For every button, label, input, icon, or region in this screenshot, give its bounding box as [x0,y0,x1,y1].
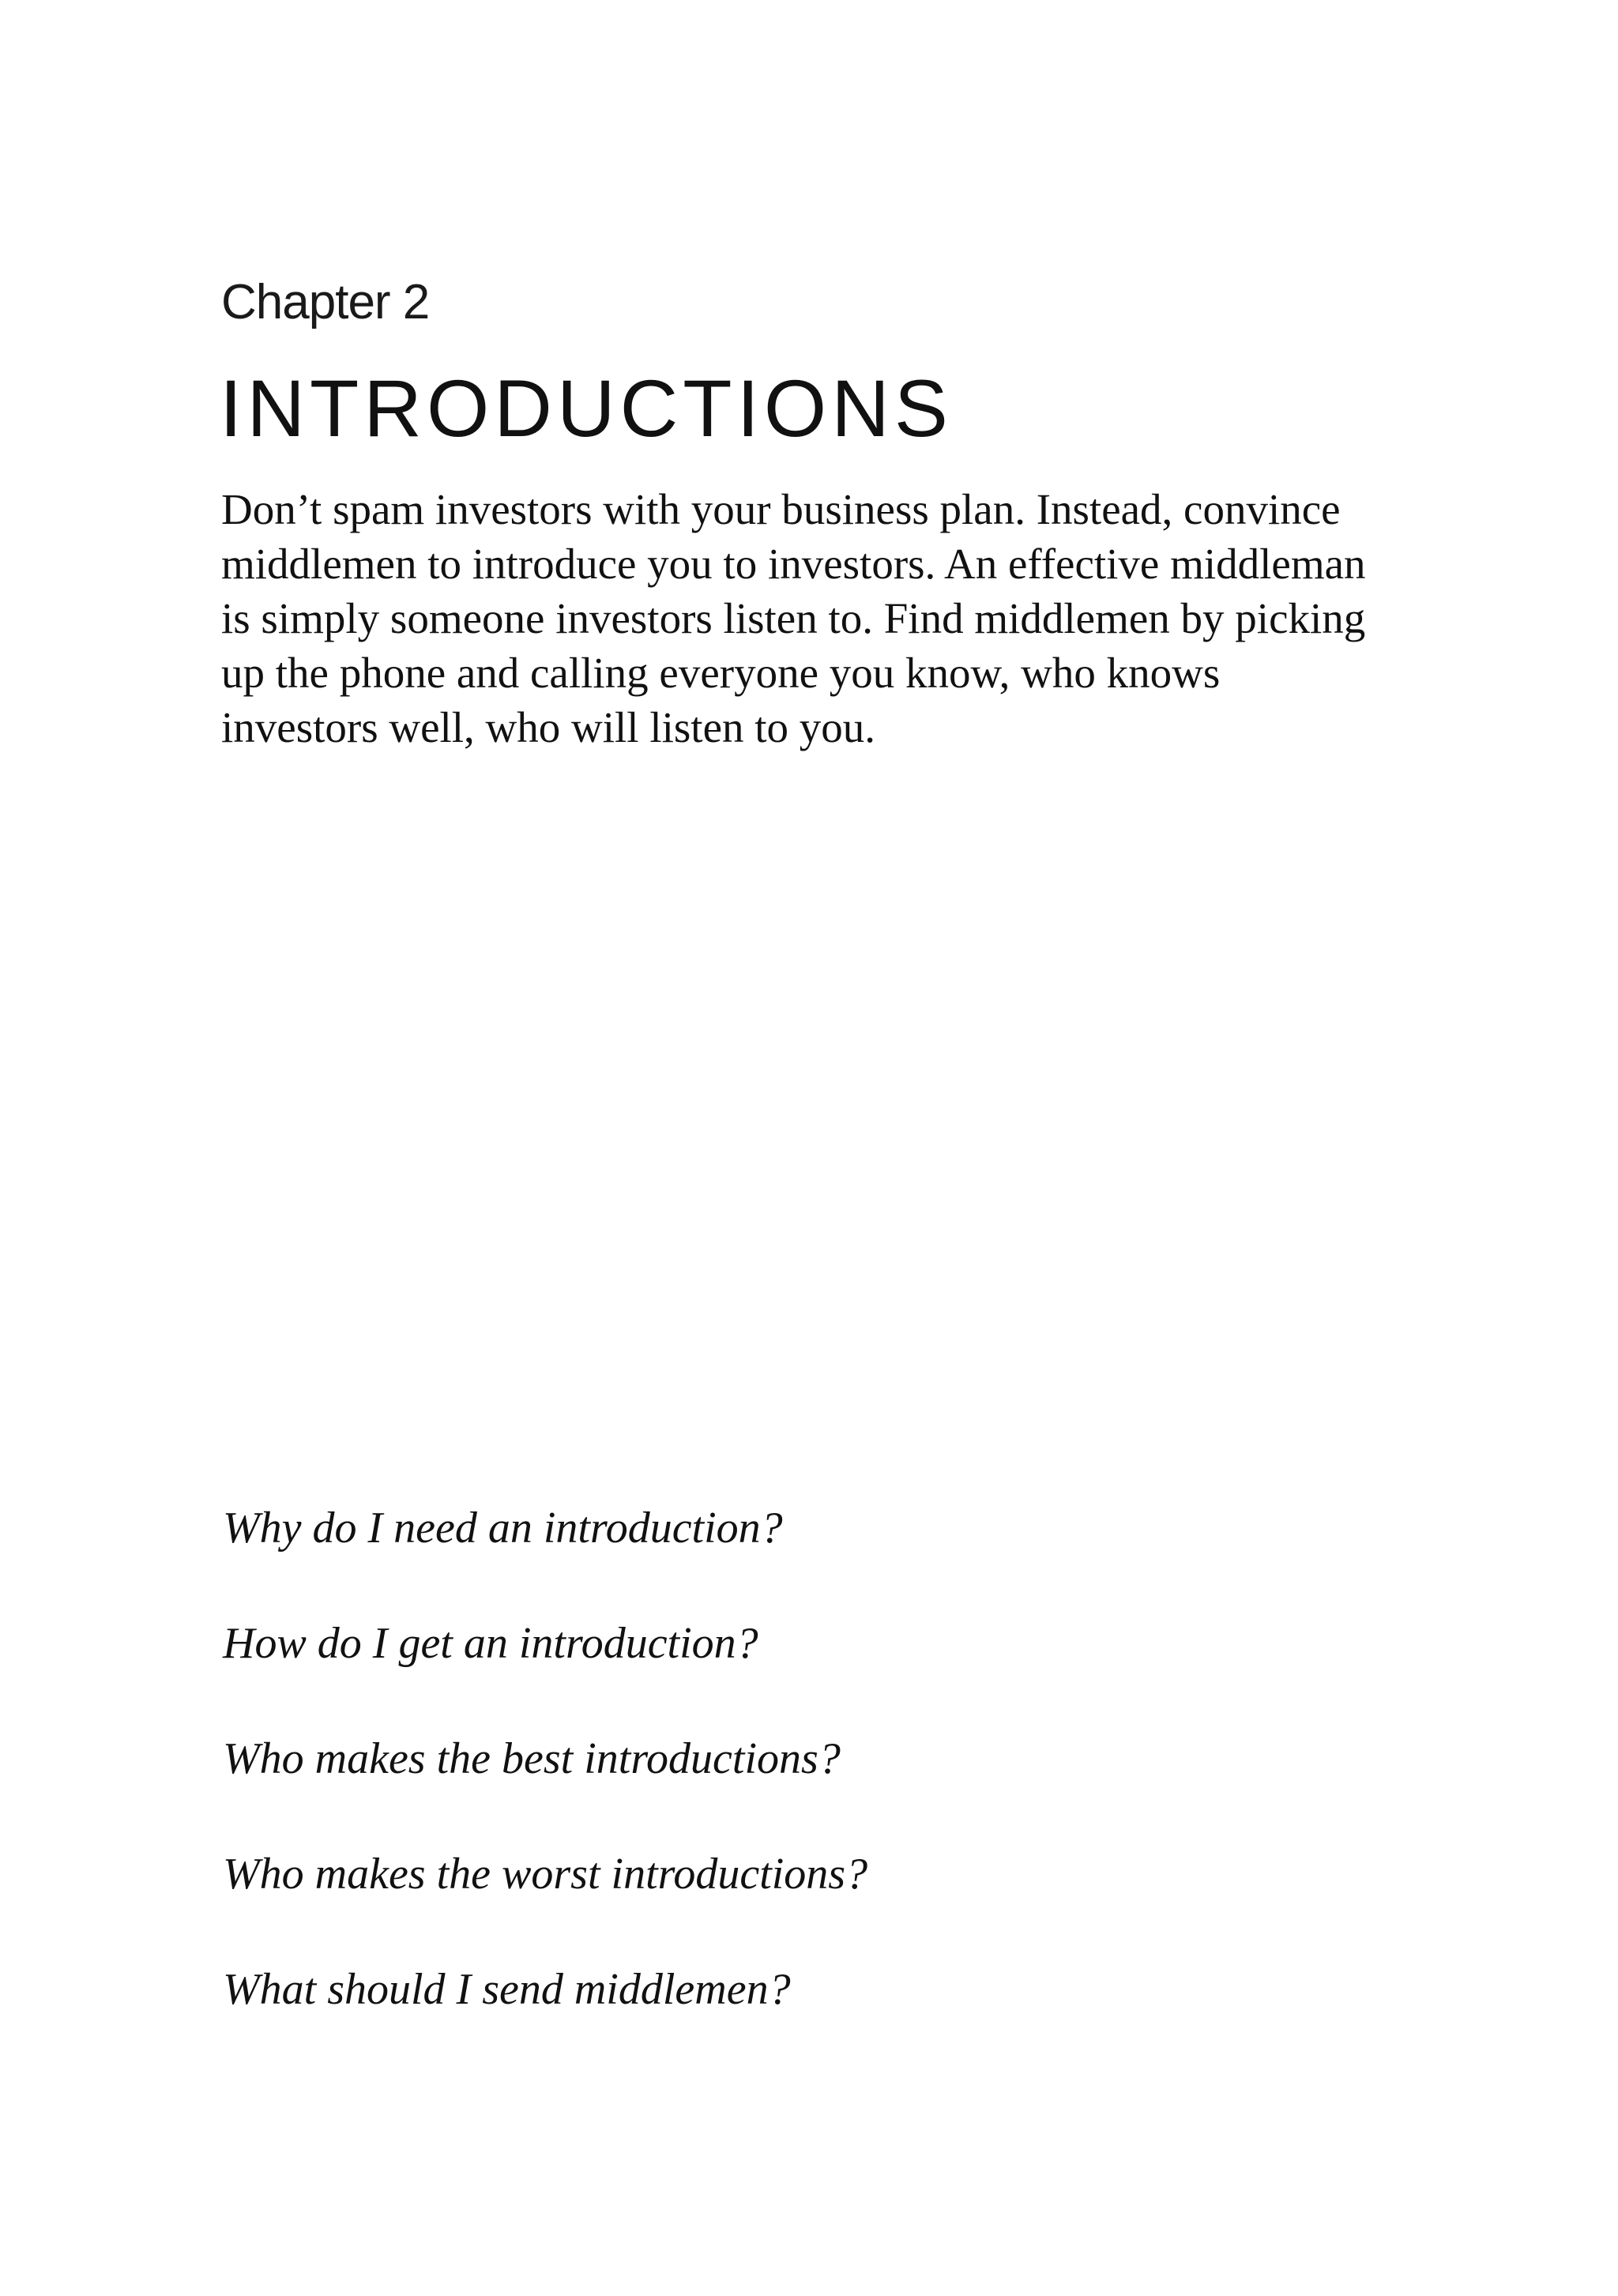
question-item: How do I get an introduction? [223,1619,758,1668]
summary-line: middlemen to introduce you to investors. An effective middleman [221,540,1366,588]
summary-line: is simply someone investors listen to. Find middlemen by picking [221,594,1366,642]
question-item: Why do I need an introduction? [223,1504,783,1553]
chapter-title: INTRODUCTIONS [220,363,953,454]
question-item: Who makes the best introductions? [223,1734,841,1783]
question-item: Who makes the worst introductions? [223,1850,868,1899]
summary-line: Don’t spam investors with your business plan. Instead, convince [221,485,1341,533]
chapter-summary [221,482,1406,755]
chapter-label: Chapter 2 [221,275,430,329]
summary-line: investors well, who will listen to you. [221,703,876,751]
chapter-questions-list [223,1498,867,2075]
summary-line: up the phone and calling everyone you know, who knows [221,649,1221,697]
question-item: What should I send middlemen? [223,1965,791,2014]
